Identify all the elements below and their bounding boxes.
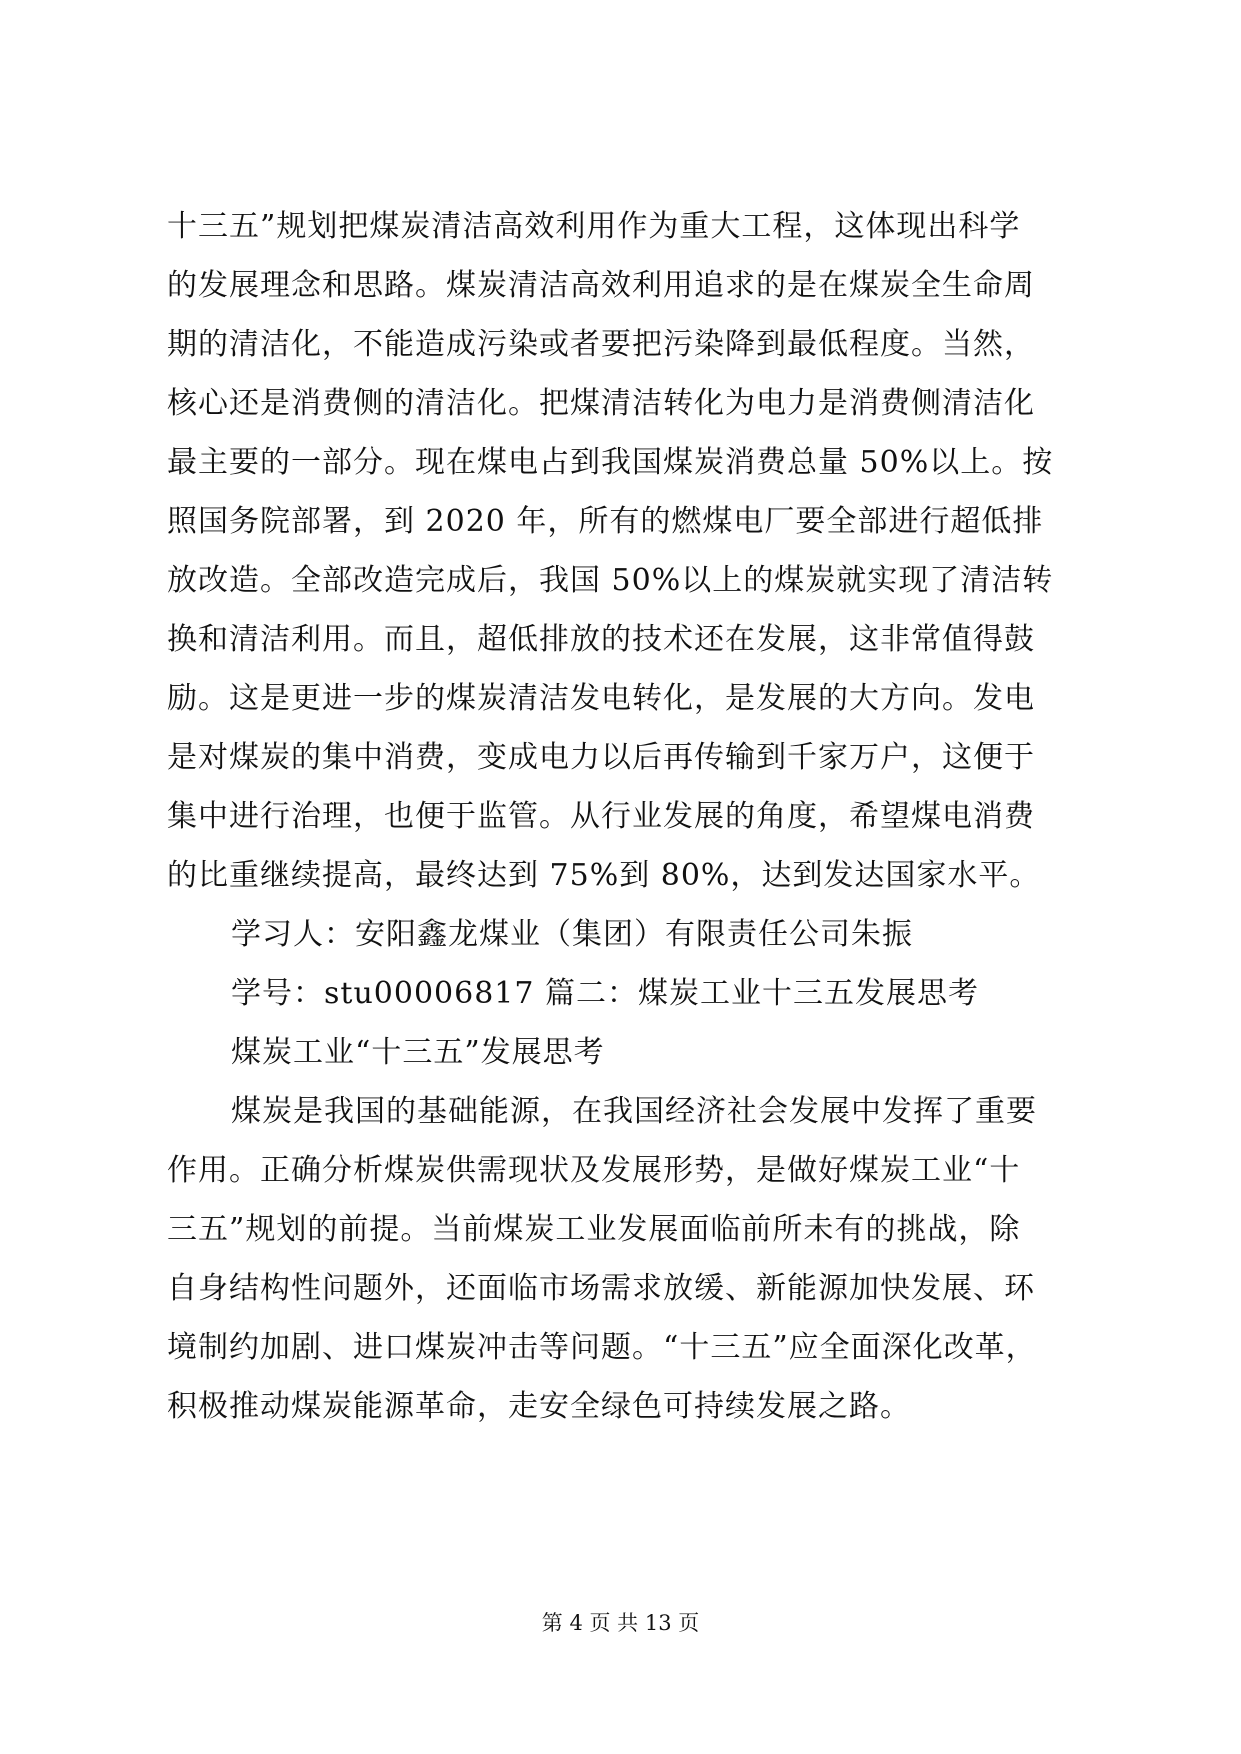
text-line: 三五”规划的前提。当前煤炭工业发展面临前所未有的挑战，除	[167, 1212, 1021, 1247]
page-number-footer: 第 4 页 共 13 页	[541, 1611, 700, 1635]
text-line: 煤炭工业“十三五”发展思考	[231, 1035, 605, 1070]
text-line: 积极推动煤炭能源革命，走安全绿色可持续发展之路。	[167, 1389, 911, 1424]
text-line: 照国务院部署，到 2020 年，所有的燃煤电厂要全部进行超低排	[167, 504, 1044, 539]
text-line: 学号：stu00006817 篇二：煤炭工业十三五发展思考	[231, 976, 980, 1011]
text-line: 放改造。全部改造完成后，我国 50%以上的煤炭就实现了清洁转	[167, 563, 1054, 598]
text-line: 学习人：安阳鑫龙煤业（集团）有限责任公司朱振	[231, 917, 913, 952]
text-line: 自身结构性问题外，还面临市场需求放缓、新能源加快发展、环	[167, 1271, 1035, 1306]
text-line: 煤炭是我国的基础能源，在我国经济社会发展中发挥了重要	[231, 1094, 1037, 1129]
text-line: 的比重继续提高，最终达到 75%到 80%，达到发达国家水平。	[167, 858, 1041, 893]
text-line: 集中进行治理，也便于监管。从行业发展的角度，希望煤电消费	[167, 799, 1035, 834]
text-line: 作用。正确分析煤炭供需现状及发展形势，是做好煤炭工业“十	[167, 1153, 1021, 1188]
text-line: 十三五”规划把煤炭清洁高效利用作为重大工程，这体现出科学	[167, 209, 1021, 244]
text-line: 境制约加剧、进口煤炭冲击等问题。“十三五”应全面深化改革，	[167, 1330, 1037, 1365]
text-line: 换和清洁利用。而且，超低排放的技术还在发展，这非常值得鼓	[167, 622, 1035, 657]
text-line: 励。这是更进一步的煤炭清洁发电转化，是发展的大方向。发电	[167, 681, 1035, 716]
text-line: 是对煤炭的集中消费，变成电力以后再传输到千家万户，这便于	[167, 740, 1035, 775]
text-line: 核心还是消费侧的清洁化。把煤清洁转化为电力是消费侧清洁化	[167, 386, 1035, 421]
text-line: 期的清洁化，不能造成污染或者要把污染降到最低程度。当然，	[167, 327, 1035, 362]
text-line: 最主要的一部分。现在煤电占到我国煤炭消费总量 50%以上。按	[167, 445, 1054, 480]
text-line: 的发展理念和思路。煤炭清洁高效利用追求的是在煤炭全生命周	[167, 268, 1035, 303]
